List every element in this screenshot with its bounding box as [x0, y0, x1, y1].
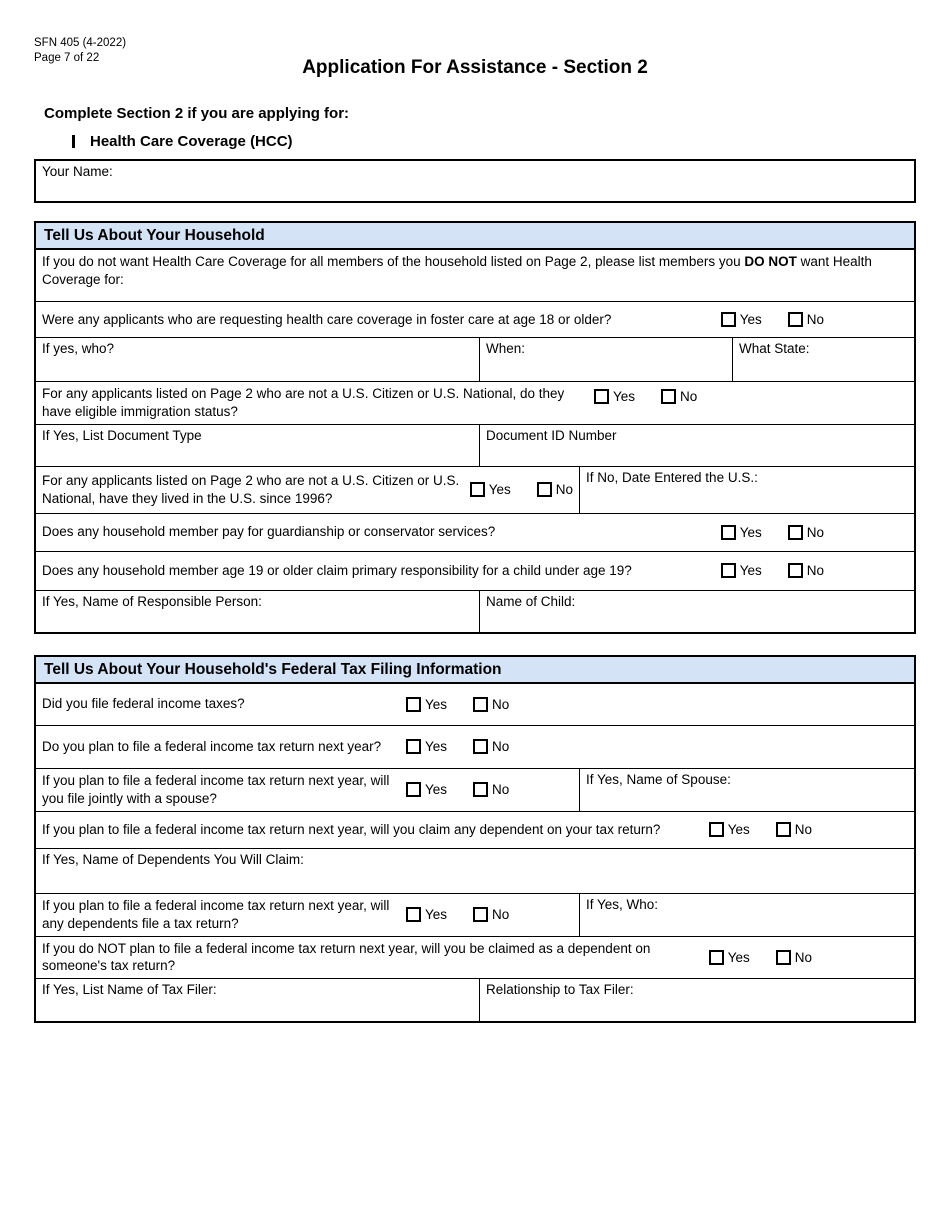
claimed-dependent-question-row	[36, 936, 914, 979]
dependents-file-question-cell	[36, 894, 579, 936]
document-id-field[interactable]	[479, 425, 914, 466]
since-1996-row	[36, 466, 914, 513]
guardianship-no-checkbox[interactable]	[788, 525, 803, 540]
foster-state-field[interactable]	[732, 338, 914, 381]
dependents-file-row	[36, 893, 914, 936]
dependents-file-no-checkbox[interactable]	[473, 907, 488, 922]
tax-filer-row	[36, 978, 914, 1021]
responsible-person-row	[36, 590, 914, 632]
plan-yes-checkbox[interactable]	[406, 739, 421, 754]
page-number: Page 7 of 22	[34, 52, 100, 65]
joint-question: If you plan to file a federal income tax return next year, will you file jointly with a spouse?	[42, 772, 390, 806]
filed-yes-no: Yes No	[406, 697, 509, 712]
responsible-person-field[interactable]	[36, 591, 479, 632]
responsibility-question-row	[36, 551, 914, 590]
date-entered-label: If No, Date Entered the U.S.:	[586, 469, 758, 485]
spouse-name-field[interactable]	[579, 769, 914, 811]
since-1996-question: For any applicants listed on Page 2 who are not a U.S. Citizen or U.S. National, have they lived in the U.S. since 1996?	[42, 472, 460, 506]
guardianship-yes-no: Yes No	[721, 525, 824, 540]
your-name-field[interactable]	[34, 159, 916, 203]
foster-care-no-checkbox[interactable]	[788, 312, 803, 327]
section2-instruction: Complete Section 2 if you are applying for:	[44, 105, 350, 122]
name-of-child-field[interactable]	[479, 591, 914, 632]
date-entered-field[interactable]	[579, 467, 914, 513]
claim-dependent-yes-checkbox[interactable]	[709, 822, 724, 837]
relationship-field[interactable]	[479, 979, 914, 1021]
dependents-file-question: If you plan to file a federal income tax return next year, will any dependents file a tax return?	[42, 897, 390, 931]
foster-who-field[interactable]	[36, 338, 479, 381]
household-section	[34, 221, 916, 634]
responsibility-question: Does any household member age 19 or older claim primary responsibility for a child under age 19?	[42, 562, 632, 578]
since-1996-yes-checkbox[interactable]	[470, 482, 485, 497]
foster-care-question-row	[36, 301, 914, 337]
tax-filer-field[interactable]	[36, 979, 479, 1021]
no-coverage-label: If you do not want Health Care Coverage for all members of the household listed on Page 2, please list members you DO NOT want Health Coverage for:	[42, 254, 872, 287]
document-row	[36, 424, 914, 466]
responsibility-yes-checkbox[interactable]	[721, 563, 736, 578]
your-name-label: Your Name:	[42, 164, 113, 179]
immigration-yes-no: Yes No	[594, 389, 697, 404]
do-not-emphasis: DO NOT	[744, 254, 797, 269]
page-title: Application For Assistance - Section 2	[302, 57, 648, 78]
claimed-dependent-yes-checkbox[interactable]	[709, 950, 724, 965]
relationship-label: Relationship to Tax Filer:	[486, 982, 634, 998]
plan-yes-no: Yes No	[406, 739, 509, 754]
since-1996-no-checkbox[interactable]	[537, 482, 552, 497]
responsible-person-label: If Yes, Name of Responsible Person:	[42, 593, 262, 609]
form-number: SFN 405 (4-2022)	[34, 37, 127, 49]
bullet-icon	[72, 135, 75, 148]
foster-when-field[interactable]	[479, 338, 732, 381]
since-1996-question-cell	[36, 467, 579, 513]
claim-dependent-yes-no: Yes No	[709, 822, 812, 837]
since-1996-yes-no: Yes No	[470, 482, 573, 497]
plan-question: Do you plan to file a federal income tax return next year?	[42, 738, 382, 754]
immigration-yes-checkbox[interactable]	[594, 389, 609, 404]
foster-care-yes-no: Yes No	[721, 312, 824, 327]
immigration-question-row	[36, 381, 914, 424]
foster-detail-row	[36, 337, 914, 381]
dependents-file-yes-checkbox[interactable]	[406, 907, 421, 922]
tax-filer-label: If Yes, List Name of Tax Filer:	[42, 982, 217, 998]
responsibility-no-checkbox[interactable]	[788, 563, 803, 578]
foster-who-label: If yes, who?	[42, 341, 115, 356]
claimed-dependent-no-checkbox[interactable]	[776, 950, 791, 965]
joint-yes-no: Yes No	[406, 782, 509, 797]
name-of-child-label: Name of Child:	[486, 593, 576, 609]
guardianship-question-row	[36, 513, 914, 551]
foster-when-label: When:	[486, 341, 526, 356]
bullet-item-label: Health Care Coverage (HCC)	[90, 133, 293, 150]
claimed-dependent-question: If you do NOT plan to file a federal income tax return next year, will you be claimed as a dependent on someone's tax return?	[42, 940, 651, 974]
filed-question: Did you file federal income taxes?	[42, 696, 245, 712]
claim-dependent-no-checkbox[interactable]	[776, 822, 791, 837]
joint-yes-checkbox[interactable]	[406, 782, 421, 797]
tax-section-header: Tell Us About Your Household's Federal Tax Filing Information	[36, 657, 914, 684]
no-coverage-field[interactable]	[36, 250, 914, 301]
claim-dependent-question: If you plan to file a federal income tax return next year, will you claim any dependent on your tax return?	[42, 821, 661, 837]
foster-care-yes-checkbox[interactable]	[721, 312, 736, 327]
foster-state-label: What State:	[739, 341, 810, 356]
page-header	[0, 0, 950, 88]
claimed-dependent-yes-no: Yes No	[709, 950, 812, 965]
tax-section	[34, 655, 916, 1024]
household-section-header: Tell Us About Your Household	[36, 223, 914, 250]
immigration-no-checkbox[interactable]	[661, 389, 676, 404]
claim-dependent-question-row	[36, 811, 914, 848]
guardianship-yes-checkbox[interactable]	[721, 525, 736, 540]
filed-no-checkbox[interactable]	[473, 697, 488, 712]
joint-question-cell	[36, 769, 579, 811]
document-id-label: Document ID Number	[486, 427, 617, 443]
plan-no-checkbox[interactable]	[473, 739, 488, 754]
dependents-claim-field[interactable]	[36, 848, 914, 893]
guardianship-question: Does any household member pay for guardianship or conservator services?	[42, 524, 496, 540]
immigration-question: For any applicants listed on Page 2 who are not a U.S. Citizen or U.S. National, do they have eligible immigration status?	[42, 386, 565, 419]
dependents-file-yes-no: Yes No	[406, 907, 509, 922]
document-type-label: If Yes, List Document Type	[42, 427, 202, 443]
joint-filing-row	[36, 768, 914, 811]
filed-question-row	[36, 684, 914, 725]
dependents-claim-label: If Yes, Name of Dependents You Will Claim:	[42, 851, 304, 867]
responsibility-yes-no: Yes No	[721, 563, 824, 578]
dependents-who-field[interactable]	[579, 894, 914, 936]
foster-care-question: Were any applicants who are requesting health care coverage in foster care at age 18 or older?	[42, 311, 612, 327]
bullet-item-hcc	[72, 133, 916, 150]
filed-yes-checkbox[interactable]	[406, 697, 421, 712]
plan-question-row	[36, 725, 914, 768]
spouse-name-label: If Yes, Name of Spouse:	[586, 771, 731, 787]
dependents-who-label: If Yes, Who:	[586, 896, 659, 912]
document-type-field[interactable]	[36, 425, 479, 466]
joint-no-checkbox[interactable]	[473, 782, 488, 797]
